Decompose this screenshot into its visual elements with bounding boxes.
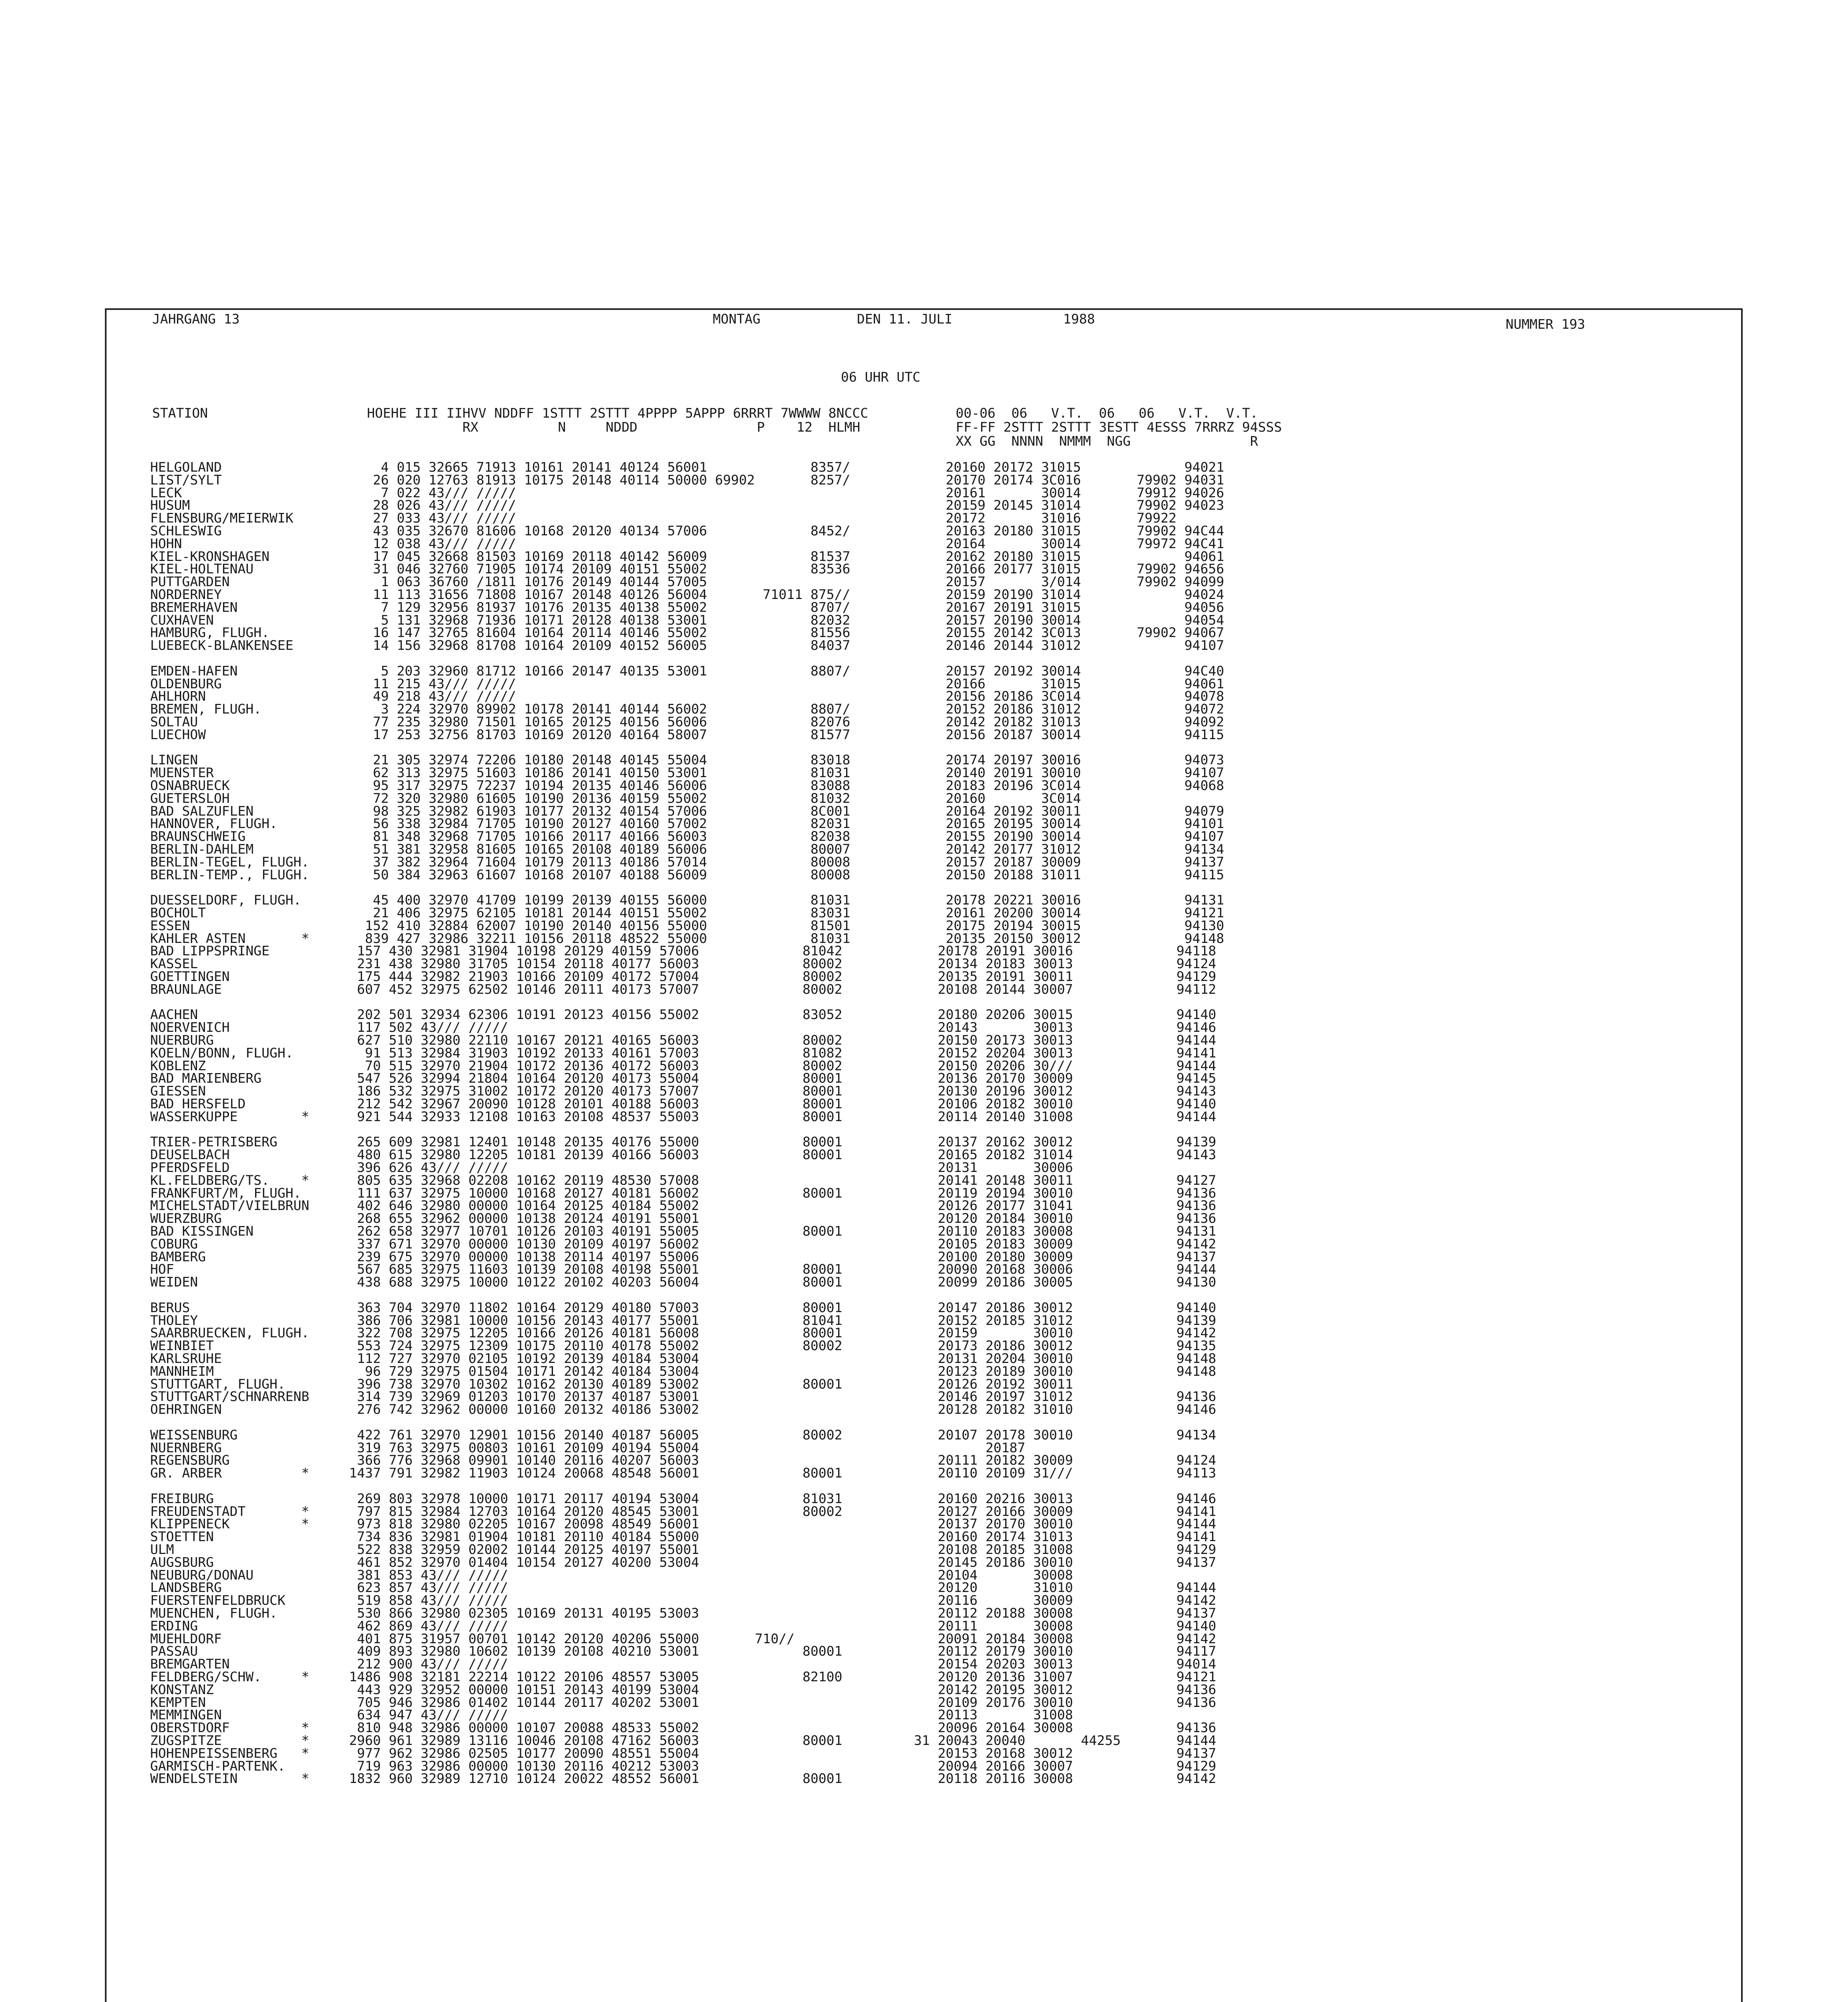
- station-row: HOHENPEISSENBERG * 977 962 32986 02505 10177 20090 48551 55004 20153 20168 30012 94137: [150, 1745, 1217, 1761]
- station-row: KONSTANZ 443 929 32952 00000 10151 20143 40199 53004 20142 20195 30012 94136: [150, 1681, 1217, 1697]
- station-row: OSNABRUECK 95 317 32975 72237 10194 20135 40146 56006 83088 20183 20196 3C014 94068: [150, 778, 1225, 793]
- station-row: HUSUM 28 026 43/// ///// 20159 20145 31014 79902 94023: [150, 497, 1225, 513]
- station-row: HOF 567 685 32975 11603 10139 20108 40198 55001 80001 20090 20168 30006 94144: [150, 1261, 1217, 1277]
- station-row: KLIPPENECK * 973 818 32980 02205 10167 20098 48549 56001 20137 20170 30010 94144: [150, 1516, 1217, 1532]
- station-row: WASSERKUPPE * 921 544 32933 12108 10163 20108 48537 55003 80001 20114 20140 31008 94144: [150, 1108, 1217, 1124]
- station-row: SAARBRUECKEN, FLUGH. 322 708 32975 12205 10166 20126 40181 56008 80001 20159 30010 94142: [150, 1325, 1217, 1341]
- station-row: BAD KISSINGEN 262 658 32977 10701 10126 20103 40191 55005 80001 20110 20183 30008 94131: [150, 1223, 1217, 1239]
- station-row: WENDELSTEIN * 1832 960 32989 12710 10124 20022 48552 56001 80001 20118 20116 30008 94142: [150, 1771, 1217, 1787]
- observation-time: 06 UHR UTC: [841, 369, 921, 385]
- station-row: BERUS 363 704 32970 11802 10164 20129 40180 57003 80001 20147 20186 30012 94140: [150, 1299, 1217, 1315]
- station-row: BAD LIPPSPRINGE 157 430 32981 31904 10198 20129 40159 57006 81042 20178 20191 30016 94118: [150, 943, 1217, 959]
- jahrgang-label: JAHRGANG 13: [152, 311, 240, 327]
- station-row: MUENCHEN, FLUGH. 530 866 32980 02305 10169 20131 40195 53003 20112 20188 30008 94137: [150, 1605, 1217, 1621]
- station-row: FUERSTENFELDBRUCK 519 858 43/// ///// 20116 30009 94142: [150, 1592, 1217, 1608]
- station-row: FELDBERG/SCHW. * 1486 908 32181 22214 10122 20106 48557 53005 82100 20120 20136 31007 94121: [150, 1669, 1217, 1684]
- station-row: GR. ARBER * 1437 791 32982 11903 10124 20068 48548 56001 80001 20110 20109 31/// 94113: [150, 1465, 1217, 1481]
- station-row: LIST/SYLT 26 020 12763 81913 10175 20148 40114 50000 69902 8257/ 20170 20174 3C016 79902 94031: [150, 472, 1225, 488]
- station-row: NORDERNEY 11 113 31656 71808 10167 20148 40126 56004 71011 875// 20159 20190 31014 94024: [150, 587, 1225, 602]
- station-row: DUESSELDORF, FLUGH. 45 400 32970 41709 10199 20139 40155 56000 81031 20178 20221 30016 94131: [150, 892, 1225, 908]
- station-row: KOELN/BONN, FLUGH. 91 513 32984 31903 10192 20133 40161 57003 81082 20152 20204 30013 94141: [150, 1045, 1217, 1061]
- station-row: WEIDEN 438 688 32975 10000 10122 20102 40203 56004 80001 20099 20186 30005 94130: [150, 1274, 1217, 1290]
- station-row: KIEL-KRONSHAGEN 17 045 32668 81503 10169 20118 40142 56009 81537 20162 20180 31015 94061: [150, 548, 1225, 564]
- column-header-line-3: XX GG NNNN NMMM NGG R: [152, 433, 1258, 449]
- station-row: TRIER-PETRISBERG 265 609 32981 12401 10148 20135 40176 55000 80001 20137 20162 30012 94139: [150, 1134, 1217, 1150]
- issue-number: NUMMER 193: [1506, 316, 1585, 332]
- column-header-line-1: STATION HOEHE III IIHVV NDDFF 1STTT 2STTT 4PPPP 5APPP 6RRRT 7WWWW 8NCCC 00-06 06 V.T. 06 06 V.T. V.T.: [152, 405, 1258, 421]
- station-row: HAMBURG, FLUGH. 16 147 32765 81604 10164 20114 40146 55002 81556 20155 20142 3C013 79902 94067: [150, 625, 1225, 641]
- station-row: BERLIN-DAHLEM 51 381 32958 81605 10165 20108 40189 56006 80007 20142 20177 31012 94134: [150, 841, 1225, 857]
- station-row: THOLEY 386 706 32981 10000 10156 20143 40177 55001 81041 20152 20185 31012 94139: [150, 1312, 1217, 1328]
- station-row: PUTTGARDEN 1 063 36760 /1811 10176 20149 40144 57005 20157 3/014 79902 94099: [150, 574, 1225, 590]
- station-row: DEUSELBACH 480 615 32980 12205 10181 20139 40166 56003 80001 20165 20182 31014 94143: [150, 1147, 1217, 1163]
- date-label: DEN 11. JULI: [857, 311, 953, 327]
- station-row: OEHRINGEN 276 742 32962 00000 10160 20132 40186 53002 20128 20182 31010 94146: [150, 1401, 1217, 1417]
- day-label: MONTAG: [713, 311, 761, 327]
- station-row: STUTTGART/SCHNARRENB 314 739 32969 01203 10170 20137 40187 53001 20146 20197 31012 94136: [150, 1389, 1217, 1405]
- station-row: NOERVENICH 117 502 43/// ///// 20143 30013 94146: [150, 1019, 1217, 1035]
- station-row: SOLTAU 77 235 32980 71501 10165 20125 40156 56006 82076 20142 20182 31013 94092: [150, 714, 1225, 730]
- station-row: LANDSBERG 623 857 43/// ///// 20120 31010 94144: [150, 1580, 1217, 1596]
- station-row: MANNHEIM 96 729 32975 01504 10171 20142 40184 53004 20123 20189 30010 94148: [150, 1363, 1217, 1379]
- station-row: BOCHOLT 21 406 32975 62105 10181 20144 40151 55002 83031 20161 20200 30014 94121: [150, 905, 1225, 921]
- station-row: FRANKFURT/M, FLUGH. 111 637 32975 10000 10168 20127 40181 56002 80001 20119 20194 30010 94136: [150, 1185, 1217, 1201]
- station-row: LECK 7 022 43/// ///// 20161 30014 79912 94026: [150, 484, 1225, 500]
- station-row: AHLHORN 49 218 43/// ///// 20156 20186 3C014 94078: [150, 688, 1225, 704]
- station-row: FREIBURG 269 803 32978 10000 10171 20117 40194 53004 81031 20160 20216 30013 94146: [150, 1490, 1217, 1506]
- year-label: 1988: [1063, 311, 1095, 327]
- station-row: GUETERSLOH 72 320 32980 61605 10190 20136 40159 55002 81032 20160 3C014: [150, 790, 1081, 806]
- station-row: BREMEN, FLUGH. 3 224 32970 89902 10178 20141 40144 56002 8807/ 20152 20186 31012 94072: [150, 701, 1225, 717]
- station-row: FLENSBURG/MEIERWIK 27 033 43/// ///// 20172 31016 79922: [150, 510, 1176, 526]
- station-row: WUERZBURG 268 655 32962 00000 10138 20124 40191 55001 20120 20184 30010 94136: [150, 1210, 1217, 1226]
- station-row: OLDENBURG 11 215 43/// ///// 20166 31015 94061: [150, 675, 1225, 691]
- station-row: KIEL-HOLTENAU 31 046 32760 71905 10174 20109 40151 55002 83536 20166 20177 31015 79902 94656: [150, 561, 1225, 577]
- station-row: NUERBURG 627 510 32980 22110 10167 20121 40165 56003 80002 20150 20173 30013 94144: [150, 1032, 1217, 1048]
- station-row: KOBLENZ 70 515 32970 21904 10172 20136 40172 56003 80002 20150 20206 30/// 94144: [150, 1057, 1217, 1073]
- station-row: BREMERHAVEN 7 129 32956 81937 10176 20135 40138 55002 8707/ 20167 20191 31015 94056: [150, 599, 1225, 615]
- station-row: MUEHLDORF 401 875 31957 00701 10142 20120 40206 55000 710// 20091 20184 30008 94142: [150, 1630, 1217, 1646]
- station-row: REGENSBURG 366 776 32968 09901 10140 20116 40207 56003 20111 20182 30009 94124: [150, 1452, 1217, 1468]
- station-row: STUTTGART, FLUGH. 396 738 32970 10302 10162 20130 40189 53002 80001 20126 20192 30011: [150, 1376, 1073, 1392]
- station-row: GIESSEN 186 532 32975 31002 10172 20120 40173 57007 80001 20130 20196 30012 94143: [150, 1083, 1217, 1099]
- station-row: MICHELSTADT/VIELBRUN 402 646 32980 00000 10164 20125 40184 55002 20126 20177 31041 94136: [150, 1198, 1217, 1214]
- station-row: PFERDSFELD 396 626 43/// ///// 20131 30006: [150, 1160, 1073, 1175]
- station-row: HANNOVER, FLUGH. 56 338 32984 71705 10190 20127 40160 57002 82031 20165 20195 30014 94101: [150, 816, 1225, 832]
- station-row: WEISSENBURG 422 761 32970 12901 10156 20140 40187 56005 80002 20107 20178 30010 94134: [150, 1427, 1217, 1443]
- station-row: EMDEN-HAFEN 5 203 32960 81712 10166 20147 40135 53001 8807/ 20157 20192 30014 94C40: [150, 663, 1225, 679]
- station-row: WEINBIET 553 724 32975 12309 10175 20110 40178 55002 80002 20173 20186 30012 94135: [150, 1338, 1217, 1354]
- station-row: LINGEN 21 305 32974 72206 10180 20148 40145 55004 83018 20174 20197 30016 94073: [150, 752, 1225, 768]
- station-row: GOETTINGEN 175 444 32982 21903 10166 20109 40172 57004 80002 20135 20191 30011 94129: [150, 969, 1217, 984]
- station-row: PASSAU 409 893 32980 10602 10139 20108 40210 53001 80001 20112 20179 30010 94117: [150, 1643, 1217, 1659]
- station-row: BAD HERSFELD 212 542 32967 20090 10128 20101 40188 56003 80001 20106 20182 30010 94140: [150, 1096, 1217, 1112]
- station-row: KL.FELDBERG/TS. * 805 635 32968 02208 10162 20119 48530 57008 20141 20148 30011 94127: [150, 1172, 1217, 1188]
- station-row: BERLIN-TEGEL, FLUGH. 37 382 32964 71604 10179 20113 40186 57014 80008 20157 20187 30009 94137: [150, 854, 1225, 870]
- station-row: STOETTEN 734 836 32981 01904 10181 20110 40184 55000 20160 20174 31013 94141: [150, 1529, 1217, 1545]
- station-row: KAHLER ASTEN * 839 427 32986 32211 10156 20118 48522 55000 81031 20135 20150 30012 94148: [150, 930, 1225, 946]
- station-row: ESSEN 152 410 32884 62007 10190 20140 40156 55000 81501 20175 20194 30015 94130: [150, 917, 1225, 933]
- station-row: ZUGSPITZE * 2960 961 32989 13116 10046 20108 47162 56003 80001 31 20043 20040 44255 94144: [150, 1733, 1217, 1748]
- station-row: AACHEN 202 501 32934 62306 10191 20123 40156 55002 83052 20180 20206 30015 94140: [150, 1007, 1217, 1023]
- station-row: BAD MARIENBERG 547 526 32994 21804 10164 20120 40173 55004 80001 20136 20170 30009 94145: [150, 1070, 1217, 1086]
- station-row: KEMPTEN 705 946 32986 01402 10144 20117 40202 53001 20109 20176 30010 94136: [150, 1694, 1217, 1710]
- station-row: FREUDENSTADT * 797 815 32984 12703 10164 20120 48545 53001 80002 20127 20166 30009 94141: [150, 1503, 1217, 1519]
- station-row: BAMBERG 239 675 32970 00000 10138 20114 40197 55006 20100 20180 30009 94137: [150, 1248, 1217, 1264]
- station-row: MEMMINGEN 634 947 43/// ///// 20113 31008: [150, 1707, 1073, 1723]
- station-row: BERLIN-TEMP., FLUGH. 50 384 32963 61607 10168 20107 40188 56009 80008 20150 20188 31011 94115: [150, 866, 1225, 882]
- station-row: BRAUNSCHWEIG 81 348 32968 71705 10166 20117 40166 56003 82038 20155 20190 30014 94107: [150, 828, 1225, 844]
- station-row: ERDING 462 869 43/// ///// 20111 30008 94140: [150, 1618, 1217, 1634]
- station-row: OBERSTDORF * 810 948 32986 00000 10107 20088 48533 55002 20096 20164 30008 94136: [150, 1720, 1217, 1736]
- station-row: LUEBECK-BLANKENSEE 14 156 32968 81708 10164 20109 40152 56005 84037 20146 20144 31012 94107: [150, 637, 1225, 653]
- station-row: AUGSBURG 461 852 32970 01404 10154 20127 40200 53004 20145 20186 30010 94137: [150, 1554, 1217, 1570]
- station-row: ULM 522 838 32959 02002 10144 20125 40197 55001 20108 20185 31008 94129: [150, 1542, 1217, 1557]
- station-row: BRAUNLAGE 607 452 32975 62502 10146 20111 40173 57007 80002 20108 20144 30007 94112: [150, 981, 1217, 997]
- station-row: GARMISCH-PARTENK. 719 963 32986 00000 10130 20116 40212 53003 20094 20166 30007 94129: [150, 1758, 1217, 1774]
- station-row: CUXHAVEN 5 131 32968 71936 10171 20128 40138 53001 82032 20157 20190 30014 94054: [150, 612, 1225, 628]
- station-row: HOHN 12 038 43/// ///// 20164 30014 79972 94C41: [150, 535, 1225, 551]
- station-row: LUECHOW 17 253 32756 81703 10169 20120 40164 58007 81577 20156 20187 30014 94115: [150, 726, 1225, 742]
- column-header-line-2: RX N NDDD P 12 HLMH FF-FF 2STTT 2STTT 3ESTT 4ESSS 7RRRZ 94SSS: [152, 419, 1282, 435]
- station-row: HELGOLAND 4 015 32665 71913 10161 20141 40124 56001 8357/ 20160 20172 31015 94021: [150, 459, 1225, 475]
- station-row: NEUBURG/DONAU 381 853 43/// ///// 20104 30008: [150, 1567, 1073, 1583]
- station-row: MUENSTER 62 313 32975 51603 10186 20141 40150 53001 81031 20140 20191 30010 94107: [150, 765, 1225, 781]
- station-row: COBURG 337 671 32970 00000 10130 20109 40197 56002 20105 20183 30009 94142: [150, 1236, 1217, 1252]
- station-row: KASSEL 231 438 32980 31705 10154 20118 40177 56003 80002 20134 20183 30013 94124: [150, 956, 1217, 972]
- station-row: BAD SALZUFLEN 98 325 32982 61903 10177 20132 40154 57006 8C001 20164 20192 30011 94079: [150, 803, 1225, 819]
- station-row: BREMGARTEN 212 900 43/// ///// 20154 20203 30013 94014: [150, 1656, 1217, 1672]
- station-row: SCHLESWIG 43 035 32670 81606 10168 20120 40134 57006 8452/ 20163 20180 31015 79902 94C44: [150, 523, 1225, 539]
- station-row: KARLSRUHE 112 727 32970 02105 10192 20139 40184 53004 20131 20204 30010 94148: [150, 1351, 1217, 1366]
- station-row: NUERNBERG 319 763 32975 00803 10161 20109 40194 55004 20187: [150, 1439, 1026, 1455]
